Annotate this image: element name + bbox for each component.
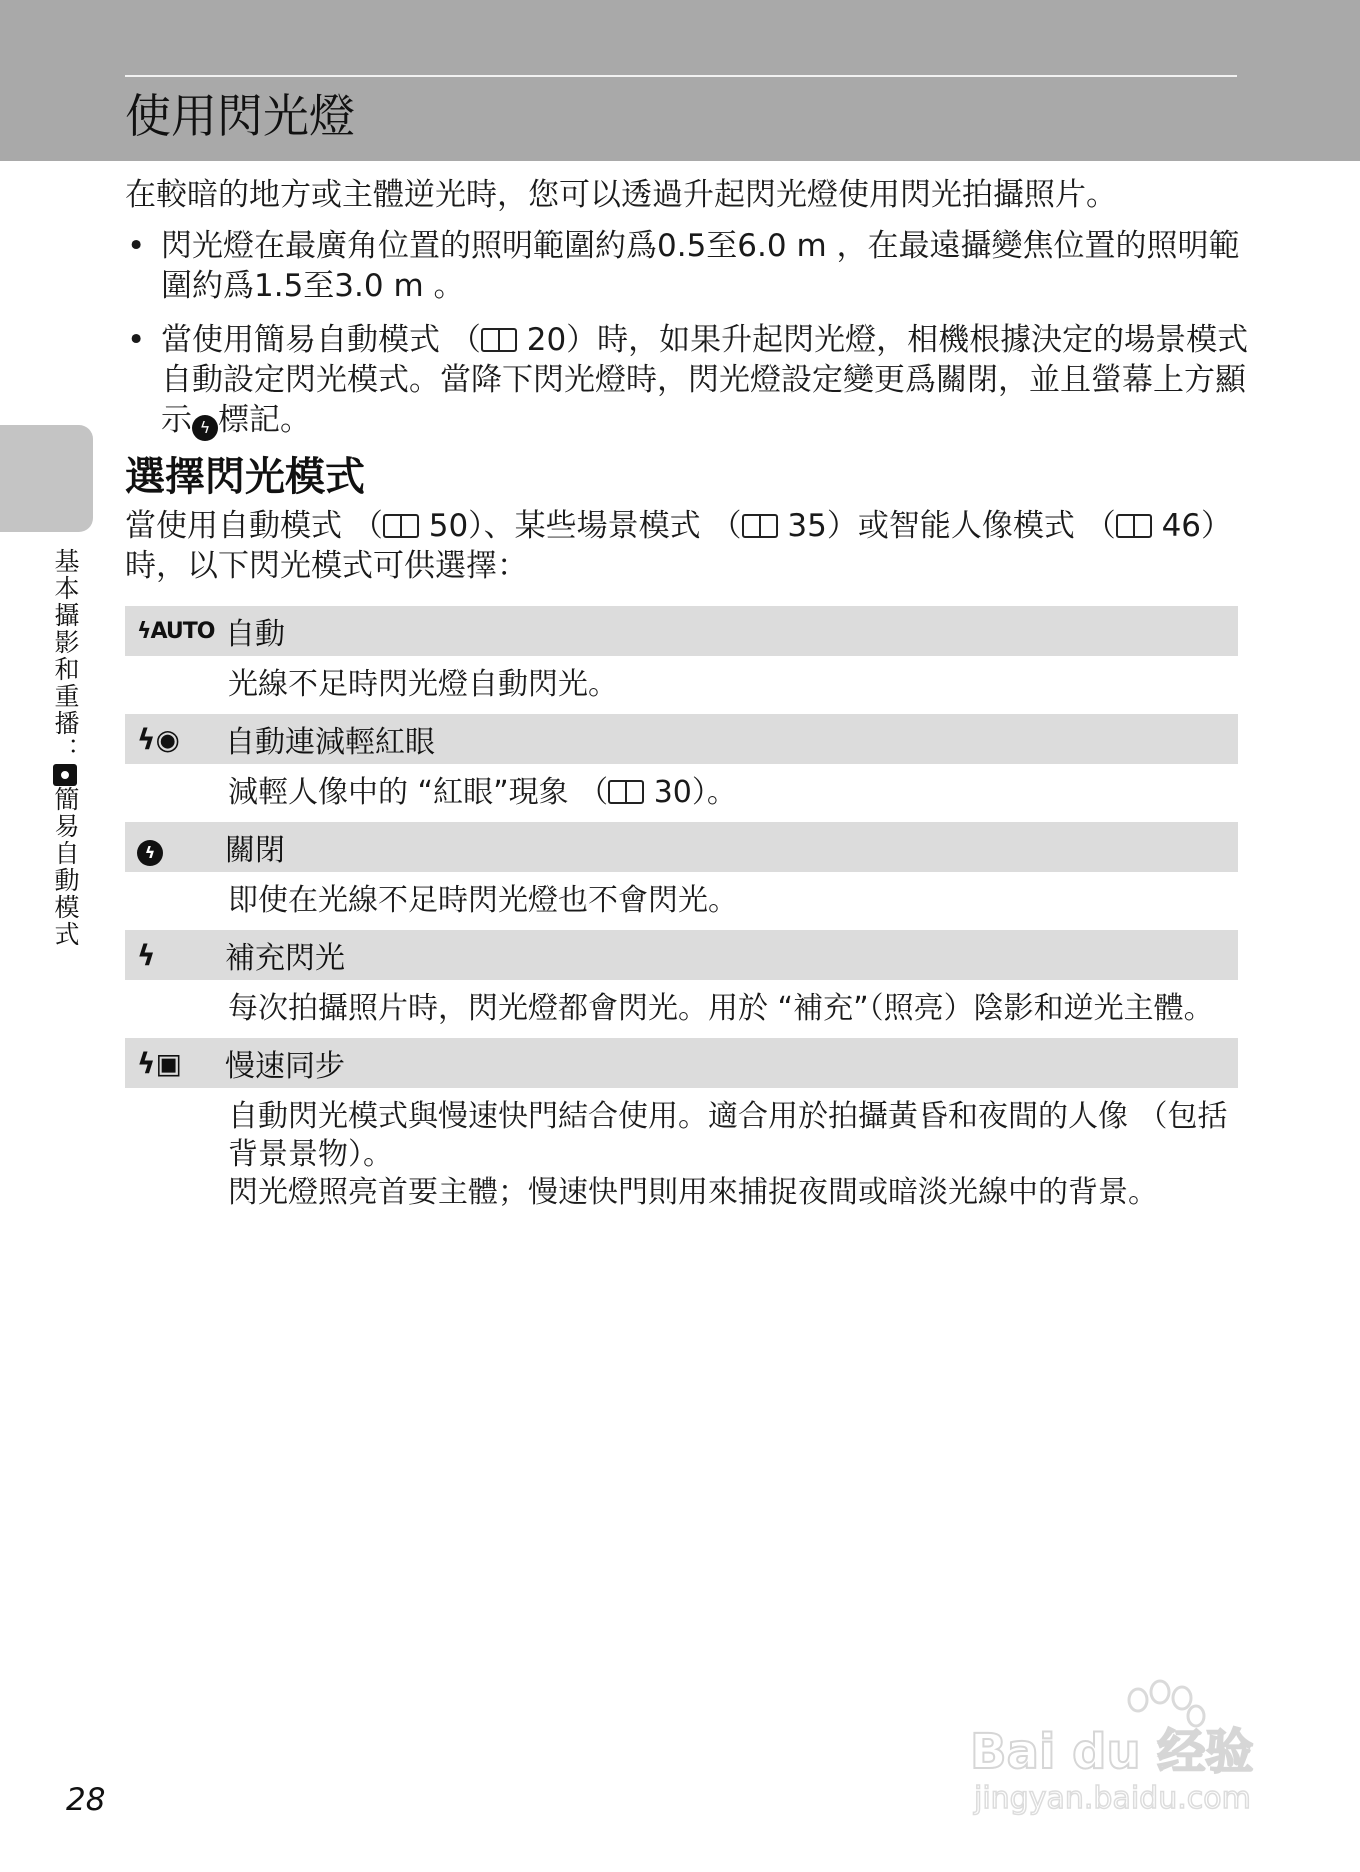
camera-mode-icon [53,764,77,786]
mode-row-off [125,822,1238,872]
reference-book-icon [481,328,517,352]
bullet-list [125,226,1250,455]
mode-description-text: 閃光燈照亮首要主體；慢速快門則用來捕捉夜間或暗淡光線中的背景。 [228,1175,1158,1210]
reference-book-icon [608,780,644,804]
reference-book-icon [742,514,778,538]
bullet-item-auto-mode [125,320,1250,441]
chapter-label [48,548,82,948]
chapter-label-text: 基本攝影和重播： [51,548,80,764]
section-intro-text-1: 當使用自動模式 （ [125,508,383,544]
flash-auto-icon: ϟAUTO [137,618,215,644]
chapter-tab [0,425,93,532]
bullet-range-text: 閃光燈在最廣角位置的照明範圍約爲0.5至6.0 m ，在最遠攝變焦位置的照明範圍約爲1.5至3.0 m 。 [161,228,1240,304]
bullet-auto-text-2: ）時，如果升起閃光燈，相機根據決定的場景模式自動設定閃光模式。當降下閃光燈時，閃光燈設定變更爲關閉，並且螢幕上方顯示 [161,322,1249,438]
section-intro-text-3: ）或智能人像模式 （ [826,508,1116,544]
reference-page: 50 [428,508,469,544]
mode-description [125,764,1238,822]
mode-description-text-2: ）。 [691,775,737,810]
mode-name: 補充閃光 [225,941,345,976]
mode-description-text [228,774,1238,812]
flash-off-icon: ϟ [192,415,218,441]
mode-name: 慢速同步 [225,1049,345,1084]
mode-name: 關閉 [225,833,285,868]
reference-page: 30 [653,775,692,810]
mode-description-text: 光線不足時閃光燈自動閃光。 [228,667,618,702]
page-number: 28 [66,1782,106,1818]
reference-page: 46 [1161,508,1202,544]
mode-description-text: 每次拍攝照片時，閃光燈都會閃光。用於 “補充”（照亮）陰影和逆光主體。 [228,991,1214,1026]
flash-off-mode-icon [125,829,225,866]
page-title: 使用閃光燈 [125,89,355,143]
mode-name: 自動 [225,617,285,652]
flash-mode-table [125,606,1238,1222]
reference-book-icon [1116,514,1152,538]
bullet-auto-text-1: 當使用簡易自動模式 （ [161,322,481,358]
mode-description [125,980,1238,1038]
baidu-watermark [960,1668,1280,1818]
mode-description-text-1: 減輕人像中的 “紅眼”現象 （ [228,775,609,810]
flash-off-icon: ϟ [137,840,163,866]
mode-row-slow-sync [125,1038,1238,1088]
mode-row-fill [125,930,1238,980]
watermark-url: jingyan.baidu.com [974,1781,1251,1816]
section-intro-text-4: ）時，以下閃光模式可供選擇： [125,508,1233,584]
reference-page: 35 [787,508,827,544]
flash-red-eye-icon-glyph: ◉ [155,722,180,756]
watermark-brand: Bai du 经验 [970,1724,1254,1780]
section-intro [125,506,1245,586]
bullet-item-range [125,226,1250,306]
mode-description [125,656,1238,714]
mode-description [125,872,1238,930]
mode-name: 自動連減輕紅眼 [225,725,435,760]
flash-fill-icon: ϟ [137,938,156,972]
flash-auto-icon-label: AUTO [150,618,215,644]
mode-row-red-eye [125,714,1238,764]
header-rule [125,75,1237,77]
chapter-label-mode: 簡易自動模式 [51,786,80,948]
reference-page: 20 [526,322,567,358]
mode-description [125,1088,1238,1222]
intro-paragraph: 在較暗的地方或主體逆光時，您可以透過升起閃光燈使用閃光拍攝照片。 [125,177,1117,213]
mode-description-text: 自動閃光模式與慢速快門結合使用。適合用於拍攝黃昏和夜間的人像 （包括背景景物）。 [228,1099,1228,1172]
reference-book-icon [383,514,419,538]
flash-slow-sync-icon-glyph: ▣ [155,1046,182,1080]
mode-row-auto [125,606,1238,656]
section-intro-text-2: ）、某些場景模式 （ [468,508,742,544]
mode-description-text: 即使在光線不足時閃光燈也不會閃光。 [228,883,738,918]
flash-red-eye-icon: ϟ◉ [137,722,180,756]
flash-slow-sync-icon: ϟ▣ [137,1046,182,1080]
section-title: 選擇閃光模式 [125,454,365,500]
bullet-auto-text-3: 標記。 [218,402,311,438]
